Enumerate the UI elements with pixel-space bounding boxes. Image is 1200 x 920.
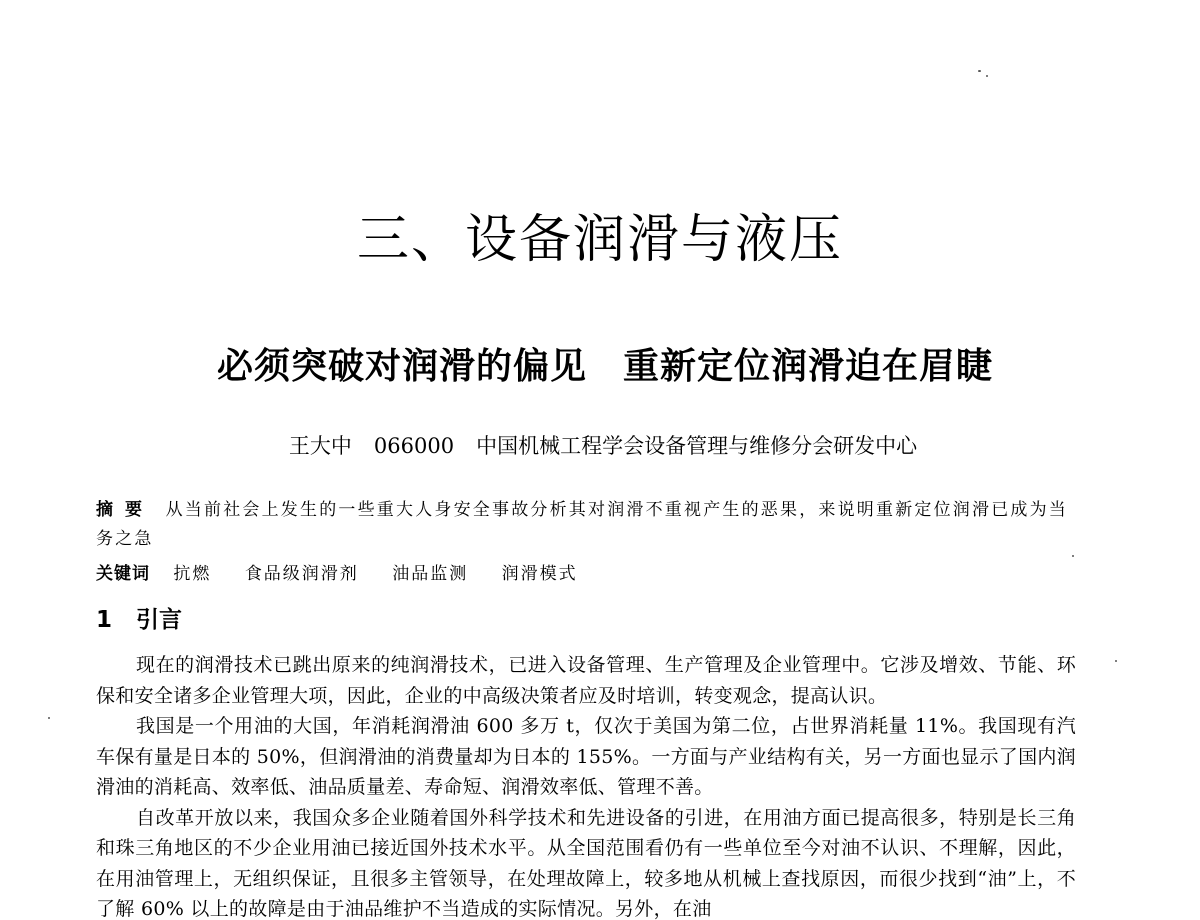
paper-title — [0, 342, 1200, 390]
scan-speck — [1072, 555, 1074, 557]
keywords-label: 关键词 — [96, 564, 150, 584]
paragraph: 自改革开放以来，我国众多企业随着国外科学技术和先进设备的引进，在用油方面已提高很多，特别是长三角和珠三角地区的不少企业用油已接近国外技术水平。从全国范围看仍有一些单位至今对油不认识、不理解，因此，在用油管理上，无组织保证，且很多主管领导，在处理故障上，较多地从机械上查找原因，而很少找到“油”上，不了解 60% 以上的故障是由于油品维护不当造成的实际情况。另外，在油 — [96, 806, 1076, 920]
keywords — [96, 560, 604, 589]
keyword: 润滑模式 — [501, 564, 578, 584]
abstract-label: 摘要 — [96, 500, 154, 520]
author-postcode: 066000 — [373, 434, 455, 458]
paper-title-part1: 必须突破对润滑的偏见 — [216, 345, 587, 387]
author-affiliation: 中国机械工程学会设备管理与维修分会研发中心 — [476, 434, 918, 458]
keyword: 油品监测 — [392, 564, 469, 584]
abstract-text: 从当前社会上发生的一些重大人身安全事故分析其对润滑不重视产生的恶果，来说明重新定位润滑已成为当务之急 — [96, 500, 1069, 549]
keyword: 抗燃 — [173, 564, 212, 584]
paragraph: 现在的润滑技术已跳出原来的纯润滑技术，已进入设备管理、生产管理及企业管理中。它涉及增效、节能、环保和安全诸多企业管理大项，因此，企业的中高级决策者应及时培训，转变观念，提高认识。 — [96, 654, 1076, 707]
body-text — [96, 650, 1076, 920]
abstract — [96, 496, 1076, 554]
paragraph: 我国是一个用油的大国，年消耗润滑油 600 多万 t，仅次于美国为第二位，占世界消耗量 11%。我国现有汽车保有量是日本的 50%，但润滑油的消费量却为日本的 155%。一方面与产业结构有关，另一方面也显示了国内润滑油的消耗高、效率低、油品质量差、寿命短、润滑效率低、管理不善。 — [96, 715, 1076, 798]
section-heading: 三、设备润滑与液压 — [356, 210, 843, 270]
intro-heading-title: 引言 — [136, 607, 183, 633]
author-line — [0, 432, 1200, 460]
intro-heading — [96, 604, 182, 636]
paper-title-part2: 重新定位润滑迫在眉睫 — [623, 345, 994, 387]
scan-speck — [48, 717, 50, 719]
scan-speck — [1115, 660, 1117, 662]
scan-speck — [978, 70, 981, 72]
intro-heading-number: 1 — [96, 607, 113, 633]
keyword: 食品级润滑剂 — [244, 564, 359, 584]
scan-speck — [986, 75, 988, 77]
author-name: 王大中 — [288, 434, 352, 458]
